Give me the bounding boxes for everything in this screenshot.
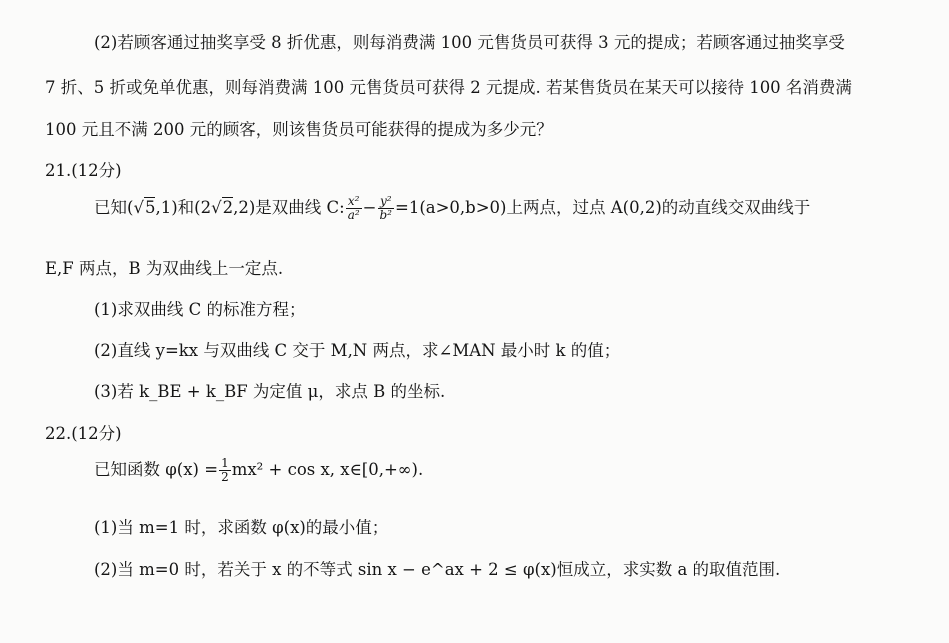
fraction-one-half: $\frac{1}{2}$ [221, 456, 229, 484]
q21-stem-line2: E,F 两点，B 为双曲线上一定点. [45, 259, 284, 278]
q21-header: 21.(12分) [45, 161, 122, 180]
sqrt2: 2 [222, 198, 234, 217]
q21-stem-text-c: ,2)是双曲线 C: [233, 198, 345, 217]
q21-stem-text-b: ,1)和(2 [155, 198, 212, 217]
fraction-x2-over-a2: $\frac{\text{x²}}{\text{a²}}$ [347, 194, 360, 222]
q21-stem-text-d: =1(a>0,b>0)上两点，过点 A(0,2)的动直线交双曲线于 [395, 198, 811, 217]
q21-stem-text-a: 已知( [94, 198, 134, 217]
fraction-y2-over-b2: $\frac{\text{y²}}{\text{b²}}$ [379, 194, 392, 222]
q21-sub1: (1)求双曲线 C 的标准方程； [94, 300, 306, 319]
q22-header: 22.(12分) [45, 424, 122, 443]
q20-part2-line1: (2)若顾客通过抽奖享受 8 折优惠，则每消费满 100 元售货员可获得 3 元的提成；若顾客通过抽奖享受 [94, 33, 845, 52]
q21-stem-line1: 已知(√5,1)和(2√2,2)是双曲线 C: $\frac{\text{x²}}{\text{a²}}$ − $\frac{\text{y²}}{\text{b²}}$ =1(a>0,b>0)上两点，过点 A(0,2)的动直线交双曲线于 [94, 194, 811, 222]
q21-sub3: (3)若 k_BE + k_BF 为定值 μ，求点 B 的坐标. [94, 382, 446, 401]
q21-sub2: (2)直线 y=kx 与双曲线 C 交于 M,N 两点，求∠MAN 最小时 k 的值； [94, 341, 621, 360]
q22-sub2: (2)当 m=0 时，若关于 x 的不等式 sin x − e^ax + 2 ≤ φ(x)恒成立，求实数 a 的取值范围. [94, 560, 781, 579]
q20-part2-line3: 100 元且不满 200 元的顾客，则该售货员可能获得的提成为多少元？ [45, 120, 553, 139]
q22-stem [94, 456, 423, 484]
q20-part2-line2: 7 折、5 折或免单优惠，则每消费满 100 元售货员可获得 2 元提成. 若某售货员在某天可以接待 100 名消费满 [45, 78, 852, 97]
q22-stem-text-b: mx² + cos x, x∈[0,+∞). [231, 460, 424, 479]
q22-sub1: (1)当 m=1 时，求函数 φ(x)的最小值； [94, 518, 389, 537]
sqrt5: 5 [144, 198, 156, 217]
q22-stem-text-a: 已知函数 φ(x) = [94, 460, 219, 479]
